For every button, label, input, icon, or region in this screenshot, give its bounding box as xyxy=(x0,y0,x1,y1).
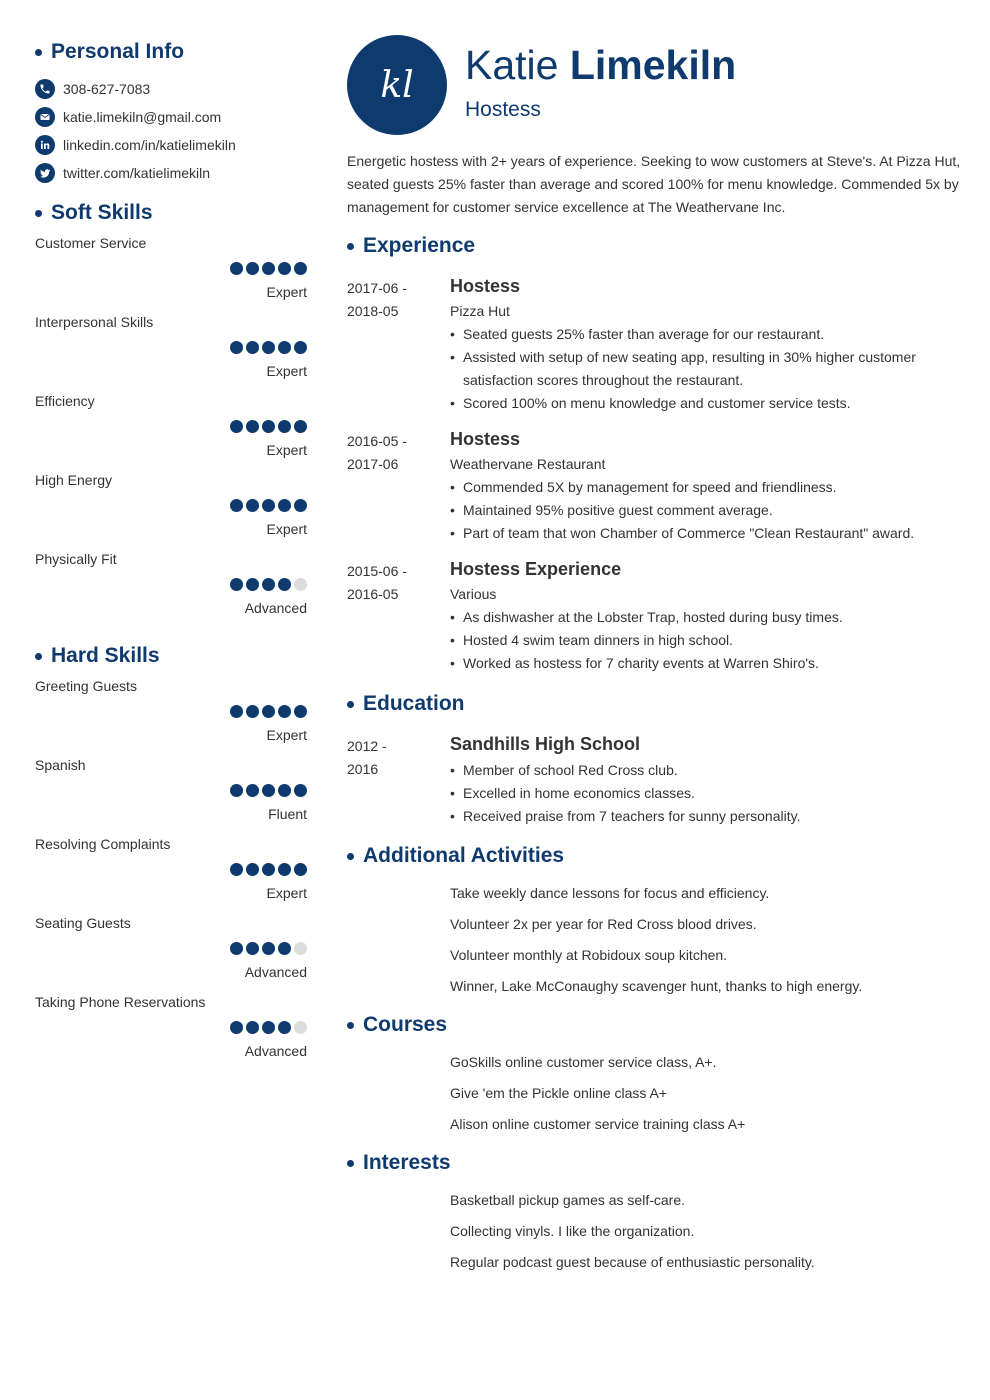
skill-name: Seating Guests xyxy=(35,915,131,931)
rating-dot-filled xyxy=(294,705,307,718)
list-item: GoSkills online customer service class, A+. xyxy=(450,1054,717,1070)
list-item: Collecting vinyls. I like the organization. xyxy=(450,1223,695,1239)
skill-row xyxy=(35,551,307,630)
rating-dot-filled xyxy=(246,499,259,512)
rating-dot-filled xyxy=(294,262,307,275)
bullet-dot xyxy=(35,49,42,56)
skill-rating xyxy=(227,784,307,797)
entry-title: Hostess Experience xyxy=(450,559,622,579)
bullet-item: • Member of school Red Cross club. xyxy=(450,759,967,782)
bullet-item: • Received praise from 7 teachers for sunny personality. xyxy=(450,805,967,828)
rating-dot-filled xyxy=(246,262,259,275)
skill-level: Expert xyxy=(266,885,307,901)
rating-dot-filled xyxy=(294,863,307,876)
last-name: Limekiln xyxy=(569,42,737,88)
personal-info-heading xyxy=(35,38,307,66)
education-heading xyxy=(347,690,967,718)
entry-title: Sandhills High School xyxy=(450,734,641,754)
entry-body xyxy=(450,277,967,415)
soft-skills-heading xyxy=(35,199,307,227)
heading-text: Hard Skills xyxy=(51,644,160,667)
entry-bullets xyxy=(450,606,967,675)
rating-dot-filled xyxy=(230,784,243,797)
rating-dot-filled xyxy=(294,784,307,797)
first-name: Katie xyxy=(465,42,559,88)
bullet-item: • Part of team that won Chamber of Commerce "Clean Restaurant" award. xyxy=(450,522,967,545)
rating-dot-filled xyxy=(262,705,275,718)
rating-dot-filled xyxy=(278,942,291,955)
heading-text: Experience xyxy=(363,234,476,257)
list-item: Volunteer monthly at Robidoux soup kitchen. xyxy=(450,947,728,963)
courses-section xyxy=(347,1011,967,1132)
rating-dot-filled xyxy=(230,499,243,512)
bullet-item: • Maintained 95% positive guest comment average. xyxy=(450,499,967,522)
courses-heading xyxy=(347,1011,967,1039)
entry-organization: Pizza Hut xyxy=(450,303,510,319)
rating-dot-empty xyxy=(294,578,307,591)
skill-level: Advanced xyxy=(244,964,307,980)
heading-text: Additional Activities xyxy=(363,844,565,867)
skill-row xyxy=(35,314,307,393)
skill-name: Resolving Complaints xyxy=(35,836,171,852)
entry-dates xyxy=(347,560,427,606)
experience-section xyxy=(347,232,967,671)
sidebar xyxy=(35,38,307,1073)
skill-rating xyxy=(227,341,307,354)
heading-text: Soft Skills xyxy=(51,201,153,224)
rating-dot-filled xyxy=(278,1021,291,1034)
rating-dot-filled xyxy=(262,578,275,591)
skill-name: High Energy xyxy=(35,472,113,488)
skill-rating xyxy=(227,499,307,512)
skill-row xyxy=(35,757,307,836)
rating-dot-filled xyxy=(246,942,259,955)
contact-list xyxy=(35,75,307,187)
rating-dot-filled xyxy=(230,705,243,718)
rating-dot-filled xyxy=(294,499,307,512)
activities-list xyxy=(450,882,967,1006)
rating-dot-filled xyxy=(230,262,243,275)
hard-skills-list xyxy=(35,678,307,1073)
contact-linkedin-text[interactable]: linkedin.com/in/katielimekiln xyxy=(63,137,236,153)
rating-dot-filled xyxy=(230,578,243,591)
heading-text: Personal Info xyxy=(51,40,185,63)
rating-dot-filled xyxy=(278,578,291,591)
entry-title: Hostess xyxy=(450,276,521,296)
entry-body xyxy=(450,560,967,675)
rating-dot-filled xyxy=(278,262,291,275)
list-item: Take weekly dance lessons for focus and efficiency. xyxy=(450,885,770,901)
bullet-dot xyxy=(347,853,354,860)
rating-dot-filled xyxy=(230,942,243,955)
interests-list xyxy=(450,1189,967,1282)
rating-dot-filled xyxy=(246,578,259,591)
skill-name: Greeting Guests xyxy=(35,678,137,694)
rating-dot-filled xyxy=(262,341,275,354)
skill-level: Expert xyxy=(266,442,307,458)
rating-dot-filled xyxy=(230,1021,243,1034)
skill-row xyxy=(35,836,307,915)
heading-text: Education xyxy=(363,692,465,715)
list-item: Alison online customer service training class A+ xyxy=(450,1116,746,1132)
rating-dot-filled xyxy=(246,341,259,354)
rating-dot-filled xyxy=(278,863,291,876)
courses-list xyxy=(450,1051,967,1144)
contact-phone xyxy=(35,75,307,103)
rating-dot-filled xyxy=(278,705,291,718)
phone-icon xyxy=(35,79,55,99)
date-end: 2018-05 xyxy=(347,303,399,319)
entry-bullets xyxy=(450,759,967,828)
heading-text: Courses xyxy=(363,1013,448,1036)
email-icon xyxy=(35,107,55,127)
profile-summary: Energetic hostess with 2+ years of experience. Seeking to wow customers at Steve's. At Pizza Hut, seated guests 25% faster than average and scored 100% for menu knowledge. Commended 5x by management for customer service excellence at The Weathervane Inc. xyxy=(347,153,961,215)
skill-level: Advanced xyxy=(244,600,307,616)
date-start: 2015-06 - xyxy=(347,563,407,579)
rating-dot-filled xyxy=(262,499,275,512)
skill-level: Expert xyxy=(266,284,307,300)
activities-heading xyxy=(347,842,967,870)
heading-text: Interests xyxy=(363,1151,451,1174)
entry-bullets xyxy=(450,476,967,545)
contact-email-text[interactable]: katie.limekiln@gmail.com xyxy=(63,109,222,125)
date-end: 2016-05 xyxy=(347,586,399,602)
rating-dot-filled xyxy=(278,341,291,354)
rating-dot-filled xyxy=(262,784,275,797)
contact-linkedin xyxy=(35,131,307,159)
interests-heading xyxy=(347,1149,967,1177)
bullet-dot xyxy=(347,1022,354,1029)
bullet-item: • Commended 5X by management for speed and friendliness. xyxy=(450,476,967,499)
skill-row xyxy=(35,472,307,551)
bullet-dot xyxy=(347,1160,354,1167)
skill-row xyxy=(35,393,307,472)
rating-dot-filled xyxy=(294,341,307,354)
list-item: Basketball pickup games as self-care. xyxy=(450,1192,685,1208)
list-item: Give 'em the Pickle online class A+ xyxy=(450,1085,668,1101)
bullet-item: • Excelled in home economics classes. xyxy=(450,782,967,805)
bullet-item: • Assisted with setup of new seating app, resulting in 30% higher customer satisfaction scores throughout the restaurant. xyxy=(450,346,967,392)
experience-heading xyxy=(347,232,967,260)
entry-organization: Weathervane Restaurant xyxy=(450,456,606,472)
entry-bullets xyxy=(450,323,967,415)
entry-title: Hostess xyxy=(450,429,521,449)
rating-dot-filled xyxy=(246,420,259,433)
rating-dot-filled xyxy=(278,499,291,512)
skill-name: Taking Phone Reservations xyxy=(35,994,206,1010)
entry-dates xyxy=(347,430,427,476)
bullet-dot xyxy=(35,653,42,660)
skill-name: Spanish xyxy=(35,757,86,773)
skill-rating xyxy=(227,578,307,591)
contact-twitter-text[interactable]: twitter.com/katielimekiln xyxy=(63,165,211,181)
entry-organization: Various xyxy=(450,586,497,602)
hard-skills-heading xyxy=(35,642,307,670)
avatar-initials: kl xyxy=(380,64,414,106)
skill-name: Physically Fit xyxy=(35,551,117,567)
activities-section xyxy=(347,842,967,994)
date-end: 2017-06 xyxy=(347,456,399,472)
bullet-dot xyxy=(35,210,42,217)
list-item: Winner, Lake McConaughy scavenger hunt, thanks to high energy. xyxy=(450,978,863,994)
contact-email xyxy=(35,103,307,131)
rating-dot-filled xyxy=(262,942,275,955)
skill-row xyxy=(35,994,307,1073)
rating-dot-filled xyxy=(262,863,275,876)
skill-row xyxy=(35,235,307,314)
contact-twitter xyxy=(35,159,307,187)
skill-rating xyxy=(227,942,307,955)
entry-body xyxy=(450,430,967,545)
rating-dot-filled xyxy=(294,420,307,433)
date-end: 2016 xyxy=(347,761,379,777)
bullet-item: • Worked as hostess for 7 charity events at Warren Shiro's. xyxy=(450,652,967,675)
rating-dot-filled xyxy=(278,784,291,797)
job-title: Hostess xyxy=(465,98,541,121)
skill-rating xyxy=(227,705,307,718)
rating-dot-filled xyxy=(230,863,243,876)
rating-dot-filled xyxy=(246,1021,259,1034)
rating-dot-empty xyxy=(294,1021,307,1034)
bullet-item: • Scored 100% on menu knowledge and customer service tests. xyxy=(450,392,967,415)
bullet-item: • Hosted 4 swim team dinners in high school. xyxy=(450,629,967,652)
entry-dates xyxy=(347,277,427,323)
skill-level: Expert xyxy=(266,521,307,537)
rating-dot-filled xyxy=(278,420,291,433)
skill-row xyxy=(35,678,307,757)
rating-dot-filled xyxy=(246,705,259,718)
skill-name: Customer Service xyxy=(35,235,147,251)
avatar xyxy=(347,35,447,135)
skill-name: Interpersonal Skills xyxy=(35,314,154,330)
date-start: 2012 - xyxy=(347,738,387,754)
candidate-name xyxy=(465,42,736,89)
skill-rating xyxy=(227,262,307,275)
interests-section xyxy=(347,1149,967,1270)
rating-dot-filled xyxy=(246,863,259,876)
skill-rating xyxy=(227,420,307,433)
skill-level: Expert xyxy=(266,727,307,743)
list-item: Regular podcast guest because of enthusiastic personality. xyxy=(450,1254,815,1270)
twitter-icon xyxy=(35,163,55,183)
bullet-dot xyxy=(347,701,354,708)
skill-rating xyxy=(227,1021,307,1034)
skill-rating xyxy=(227,863,307,876)
contact-phone-text[interactable]: 308-627-7083 xyxy=(63,81,151,97)
date-start: 2017-06 - xyxy=(347,280,407,296)
rating-dot-empty xyxy=(294,942,307,955)
entry-dates xyxy=(347,735,427,781)
rating-dot-filled xyxy=(262,1021,275,1034)
entry-body xyxy=(450,735,967,828)
skill-level: Fluent xyxy=(268,806,307,822)
bullet-dot xyxy=(347,243,354,250)
skill-level: Expert xyxy=(266,363,307,379)
skill-level: Advanced xyxy=(244,1043,307,1059)
rating-dot-filled xyxy=(246,784,259,797)
rating-dot-filled xyxy=(262,420,275,433)
skill-row xyxy=(35,915,307,994)
rating-dot-filled xyxy=(230,420,243,433)
bullet-item: • As dishwasher at the Lobster Trap, hosted during busy times. xyxy=(450,606,967,629)
rating-dot-filled xyxy=(262,262,275,275)
list-item: Volunteer 2x per year for Red Cross blood drives. xyxy=(450,916,757,932)
linkedin-icon xyxy=(35,135,55,155)
date-start: 2016-05 - xyxy=(347,433,407,449)
bullet-item: • Seated guests 25% faster than average for our restaurant. xyxy=(450,323,967,346)
soft-skills-list xyxy=(35,235,307,630)
skill-name: Efficiency xyxy=(35,393,95,409)
rating-dot-filled xyxy=(230,341,243,354)
education-section xyxy=(347,690,967,824)
